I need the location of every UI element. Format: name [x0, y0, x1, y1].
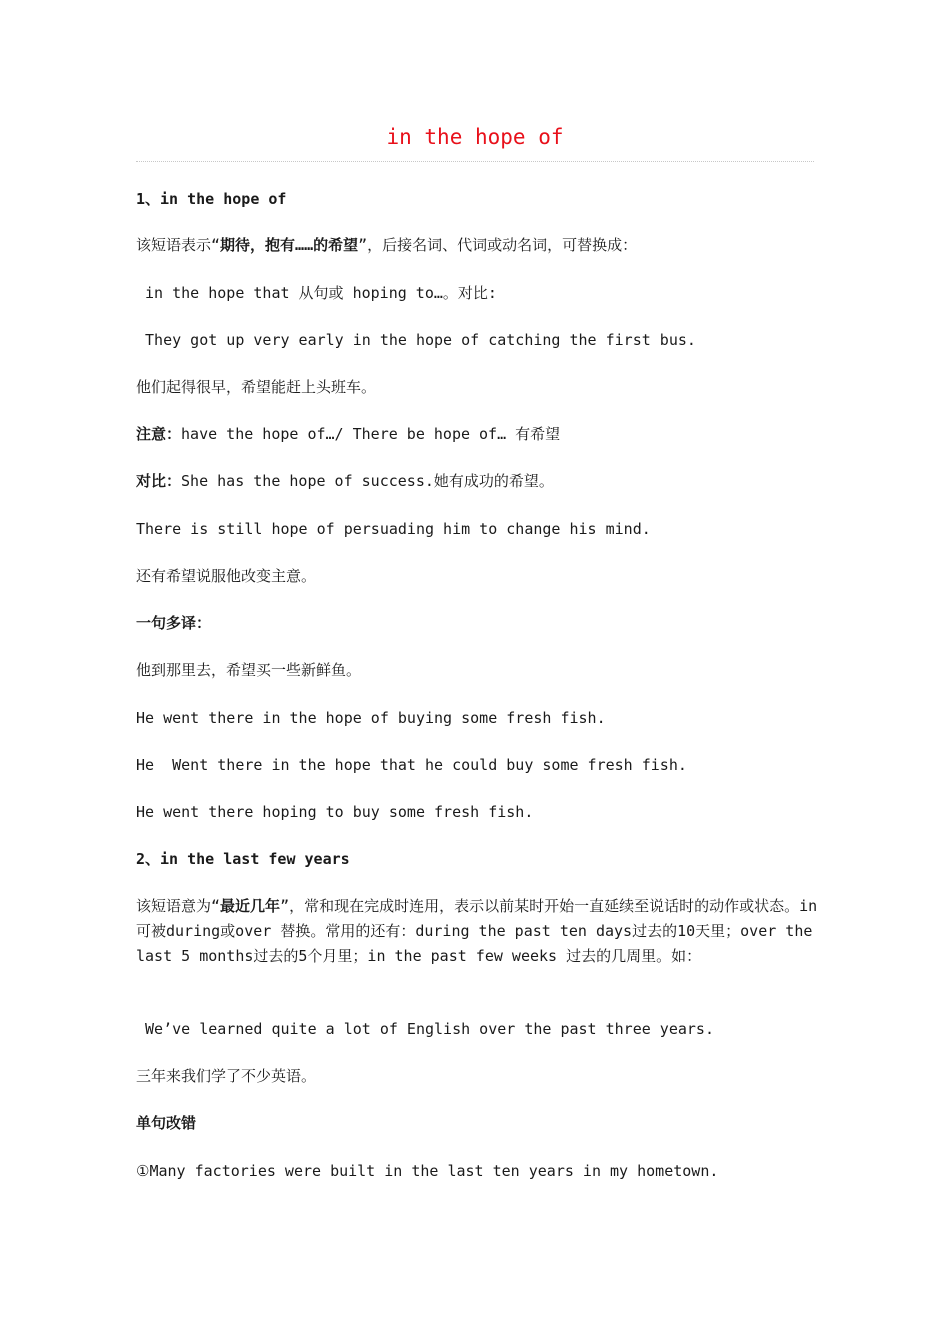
section2-heading: 2、in the last few years	[136, 850, 350, 868]
section1-multi-en3: He went there hoping to buy some fresh fish.	[136, 803, 534, 821]
section2-example-en: We’ve learned quite a lot of English over the past three years.	[136, 1020, 714, 1038]
page-title: in the hope of	[386, 125, 564, 149]
section1-example-zh: 他们起得很早，希望能赶上头班车。	[136, 378, 377, 396]
section1-multi-label: 一句多译：	[136, 614, 212, 632]
section2-exercise-1: ①Many factories were built in the last ten years in my hometown.	[136, 1162, 719, 1180]
section1-example2-zh: 还有希望说服他改变主意。	[136, 567, 317, 585]
section1-example-en: They got up very early in the hope of catching the first bus.	[136, 331, 696, 349]
section1-multi-en2: He Went there in the hope that he could buy some fresh fish.	[136, 756, 687, 774]
section1-example2-en: There is still hope of persuading him to change his mind.	[136, 520, 651, 538]
section1-note: 注意：have the hope of…/ There be hope of… 有希望	[136, 425, 561, 443]
section1-alternatives: in the hope that 从句或 hoping to…。对比:	[136, 284, 497, 302]
section1-multi-zh: 他到那里去，希望买一些新鲜鱼。	[136, 661, 362, 679]
title-divider	[136, 161, 814, 162]
section2-exercise-label: 单句改错	[136, 1114, 197, 1132]
section2-example-zh: 三年来我们学了不少英语。	[136, 1067, 317, 1085]
section1-intro: 该短语表示“期待，抱有……的希望”，后接名词、代词或动名词，可替换成：	[136, 236, 638, 254]
section1-heading: 1、in the hope of	[136, 190, 287, 208]
section2-intro: 该短语意为“最近几年”，常和现在完成时连用，表示以前某时开始一直延续至说话时的动作或状态。in可被during或over 替换。常用的还有：during the past ten days过去的10天里；over the last 5 months过去的5个月里；in the past few weeks 过去的几周里。如：	[136, 897, 818, 965]
section1-multi-en1: He went there in the hope of buying some fresh fish.	[136, 709, 606, 727]
section1-compare: 对比：She has the hope of success.她有成功的希望。	[136, 472, 554, 490]
